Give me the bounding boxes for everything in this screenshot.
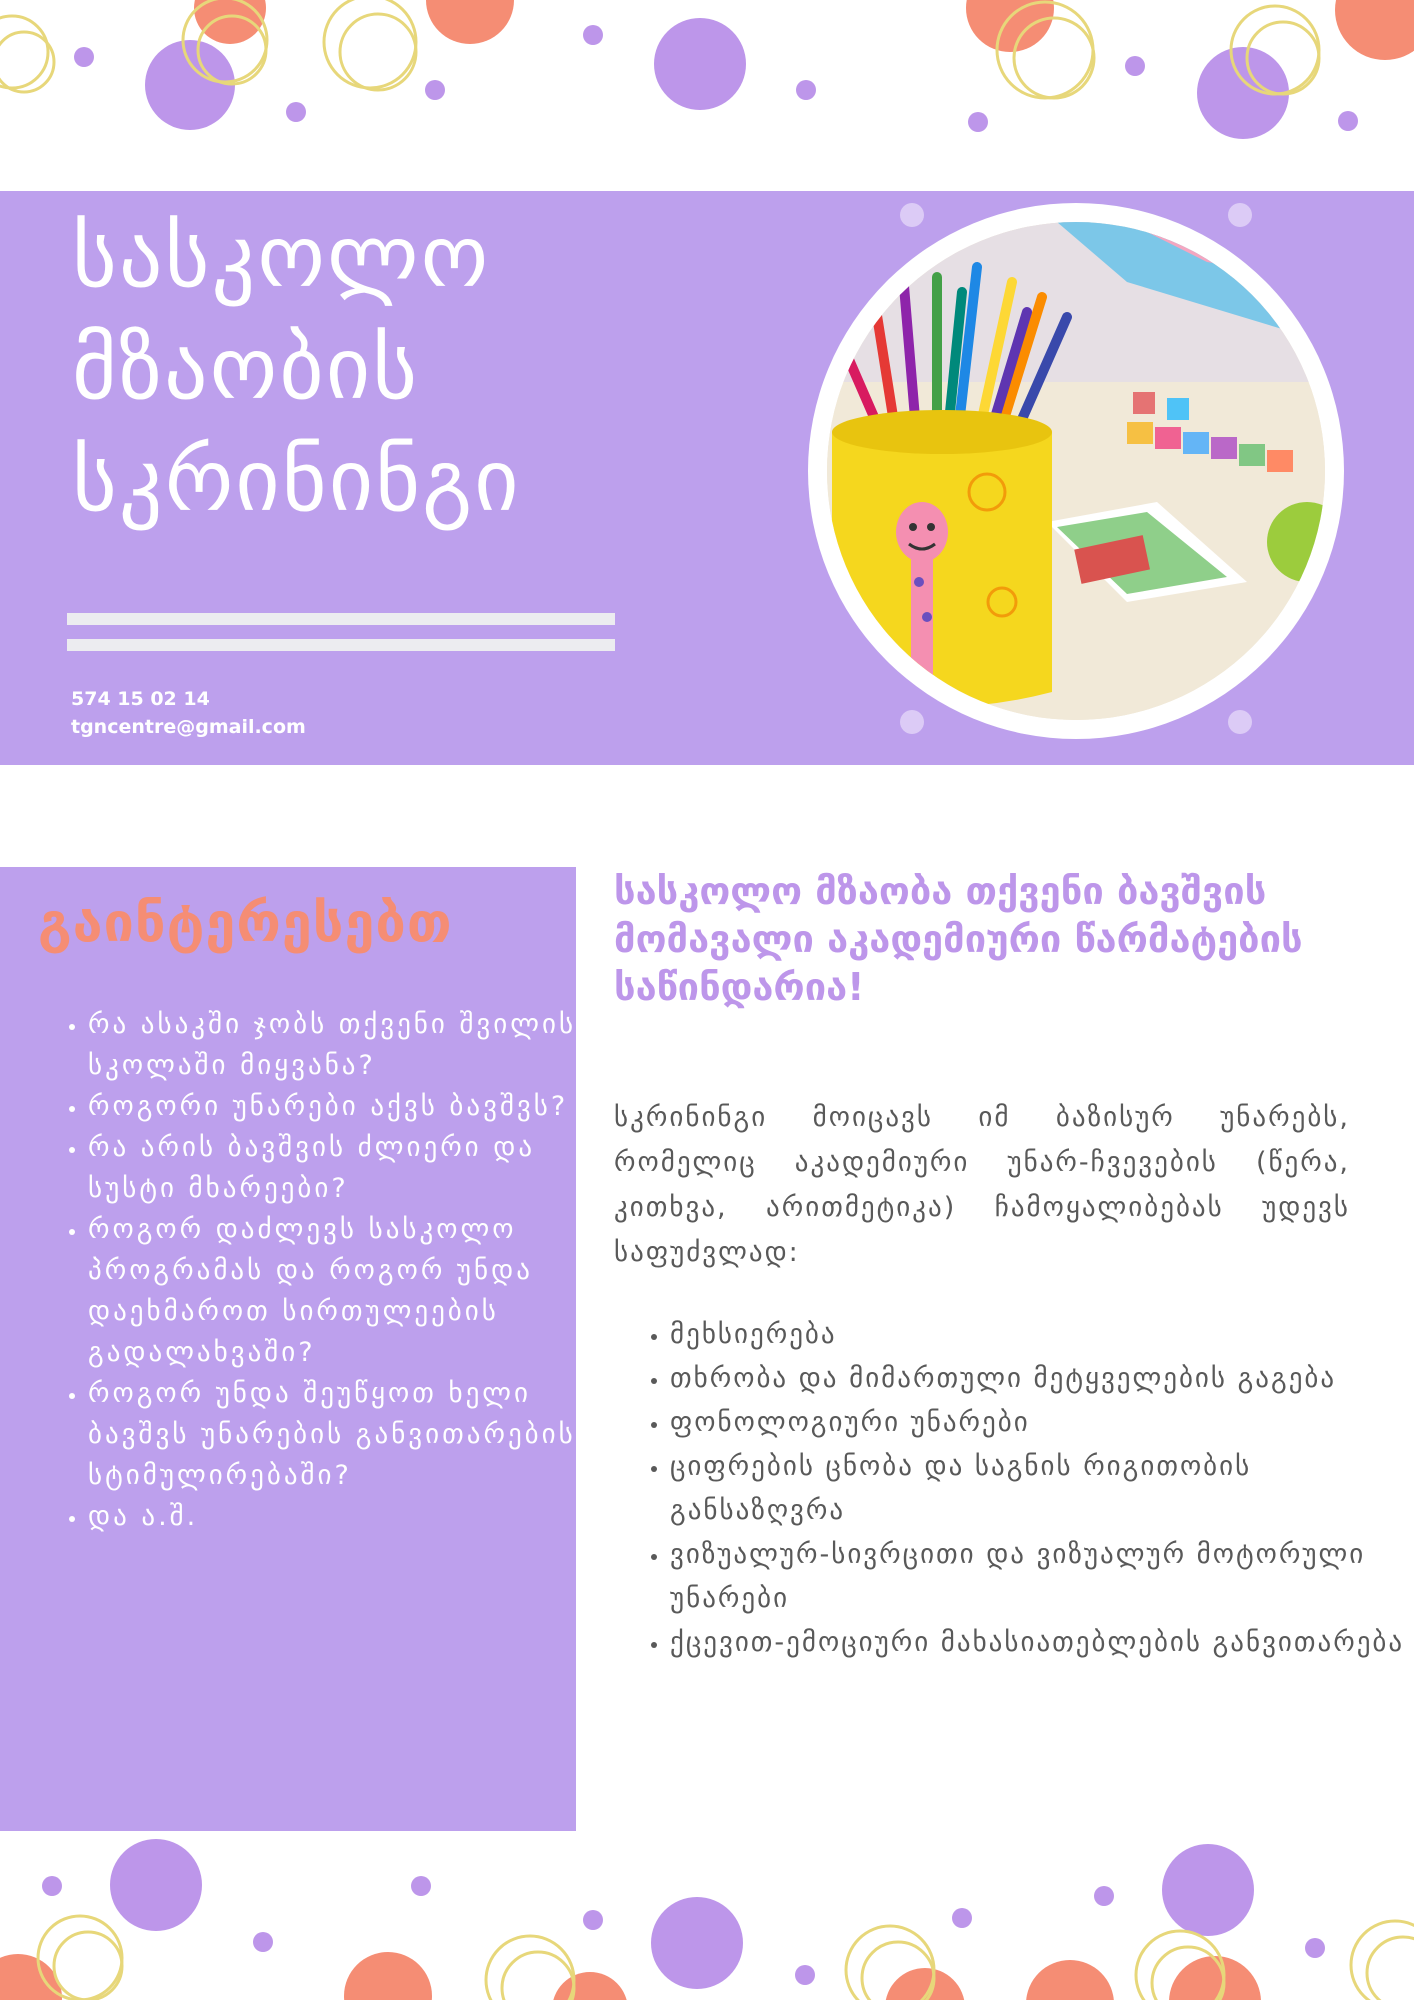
list-item: • რა არის ბავშვის ძლიერი და სუსტი მხარეები? [88,1127,593,1209]
title-line: სკრინინგი [72,431,521,531]
questions-list [48,1004,593,1537]
list-item: • ციფრების ცნობა და საგნის რიგითობის განსაზღვრა [670,1445,1406,1533]
bottom-decoration [0,1830,1414,2000]
list-item: • ფონოლოგიური უნარები [670,1401,1406,1445]
readiness-intro: სკრინინგი მოიცავს იმ ბაზისურ უნარებს, რომელიც აკადემიური უნარ-ჩვევების (წერა, კითხვა, არითმეტიკა) ჩამოყალიბებას უდევს საფუძვლად: [614,1102,1350,1268]
top-decoration [0,0,1414,150]
readiness-heading: სასკოლო მზაობა თქვენი ბავშვის მომავალი აკადემიური წარმატების საწინდარია! [614,869,1303,1009]
pencil-cup-image [827,222,1325,720]
readiness-section [614,867,1405,1658]
list-item: • როგორი უნარები აქვს ბავშვს? [88,1086,593,1127]
list-item: • როგორ დაძლევს სასკოლო პროგრამას და როგორ უნდა დაეხმაროთ სირთულეების გადალახვაში? [88,1209,593,1373]
list-item: • ქცევით-ემოციური მახასიათებლების განვითარება [670,1621,1406,1665]
photo-frame [808,203,1344,739]
list-item: • როგორ უნდა შეუწყოთ ხელი ბავშვს უნარების განვითარების სტიმულირებაში? [88,1373,593,1496]
title-line: მზაობის [72,319,420,419]
email-address: tgncentre@gmail.com [71,716,306,738]
list-item: • ვიზუალურ-სივრცითი და ვიზუალურ მოტორული უნარები [670,1533,1406,1621]
questions-heading: გაინტერესებთ [38,891,453,954]
list-item: • და ა.შ. [88,1496,593,1537]
list-item: • მეხსიერება [670,1313,1406,1357]
questions-panel [0,867,576,1831]
list-item: • რა ასაკში ჯობს თქვენი შვილის სკოლაში მიყვანა? [88,1004,593,1086]
title-line: სასკოლო [72,207,491,307]
phone-number: 574 15 02 14 [71,688,210,710]
list-item: • თხრობა და მიმართული მეტყველების გაგება [670,1357,1406,1401]
skills-list [614,1313,1406,1665]
